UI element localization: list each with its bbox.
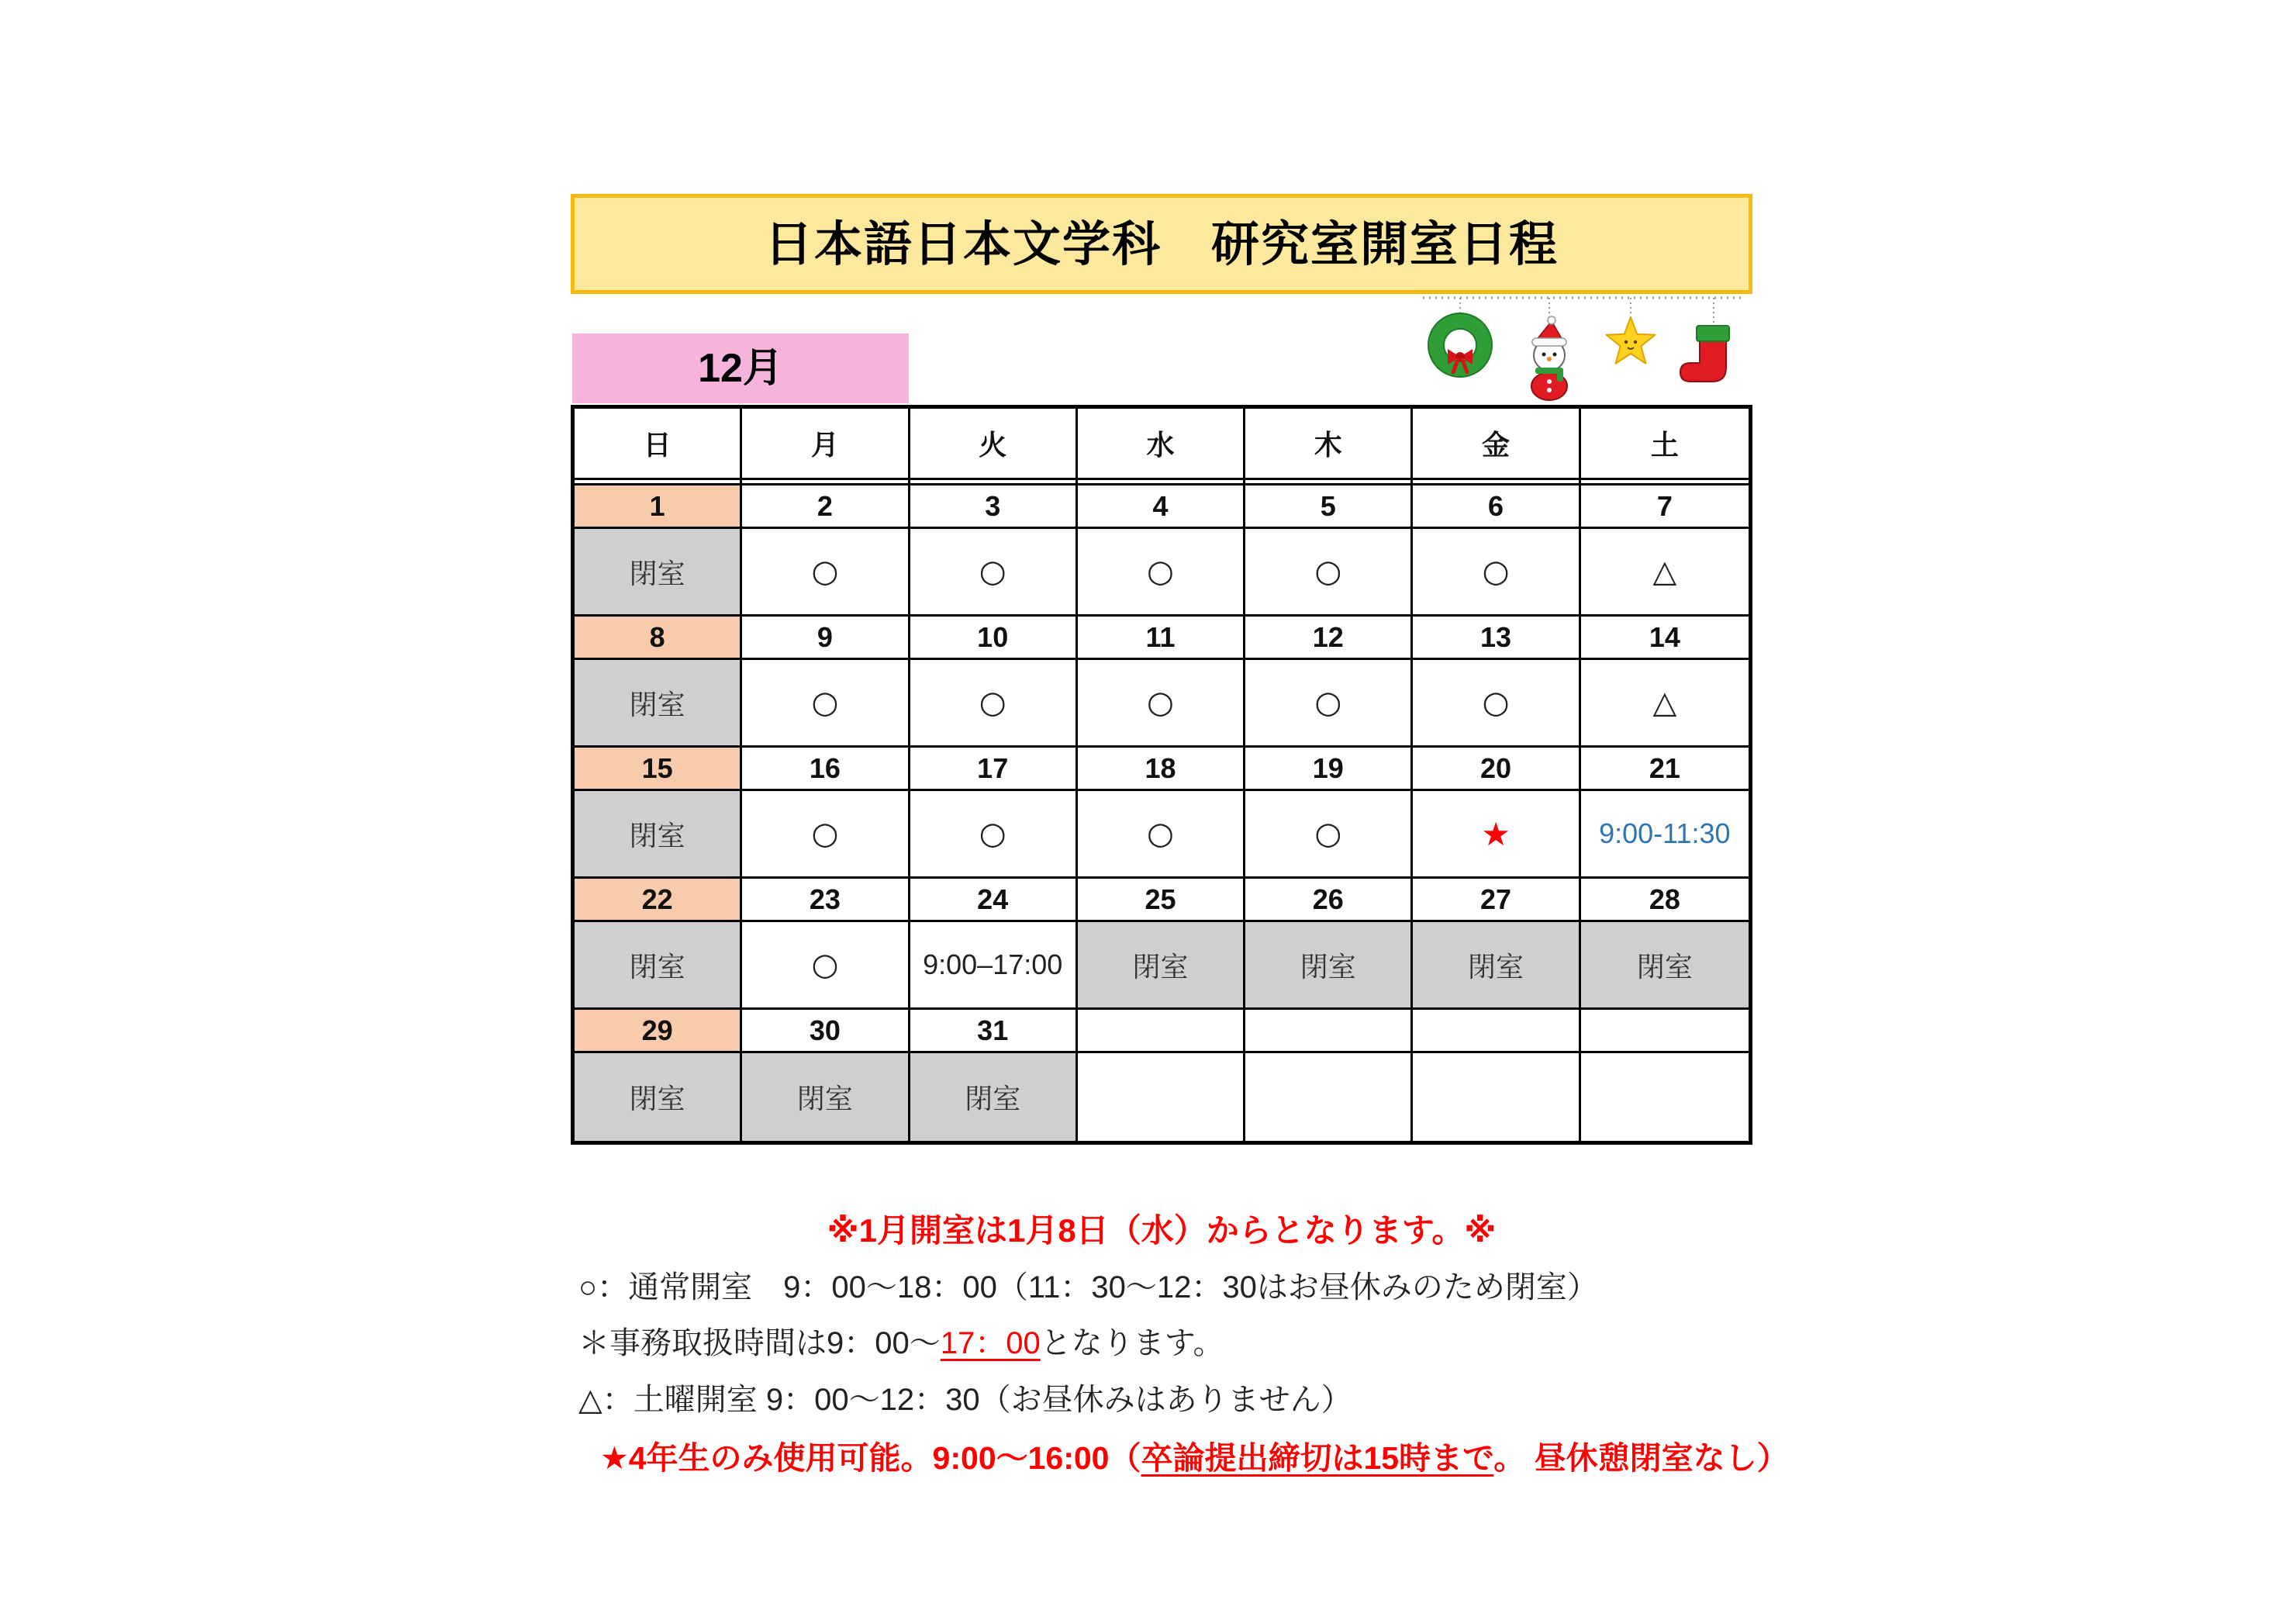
date-cell: 21 <box>1581 748 1749 791</box>
schedule-cell: 9:00–17:00 <box>910 922 1078 1010</box>
weekday-header: 金 <box>1413 409 1580 480</box>
schedule-cell: 閉室 <box>1581 922 1749 1010</box>
schedule-cell: 閉室 <box>1245 922 1413 1010</box>
date-cell-sunday: 15 <box>575 748 742 791</box>
date-cell: 20 <box>1413 748 1580 791</box>
date-cell <box>1581 1010 1749 1053</box>
date-cell: 11 <box>1078 617 1245 660</box>
date-cell-sunday: 8 <box>575 617 742 660</box>
date-cell: 3 <box>910 485 1078 529</box>
date-cell-sunday: 1 <box>575 485 742 529</box>
schedule-cell: 閉室 <box>575 1053 742 1141</box>
schedule-cell: 閉室 <box>1413 922 1580 1010</box>
schedule-cell: ○ <box>910 660 1078 748</box>
date-cell: 2 <box>742 485 910 529</box>
schedule-cell: 閉室 <box>910 1053 1078 1141</box>
schedule-cell: 閉室 <box>575 922 742 1010</box>
date-cell: 31 <box>910 1010 1078 1053</box>
date-cell-sunday: 29 <box>575 1010 742 1053</box>
date-cell: 19 <box>1245 748 1413 791</box>
schedule-cell: ○ <box>910 791 1078 879</box>
header-divider <box>742 480 910 485</box>
schedule-cell: ★ <box>1413 791 1580 879</box>
office-hours-note <box>578 1322 1224 1365</box>
schedule-cell: ○ <box>910 529 1078 617</box>
schedule-cell: ○ <box>742 922 910 1010</box>
date-cell: 30 <box>742 1010 910 1053</box>
schedule-cell <box>1413 1053 1580 1141</box>
header-divider <box>1581 480 1749 485</box>
schedule-cell: ○ <box>742 791 910 879</box>
schedule-cell <box>1581 1053 1749 1141</box>
date-cell: 7 <box>1581 485 1749 529</box>
header-divider <box>1413 480 1580 485</box>
schedule-cell: ○ <box>1245 791 1413 879</box>
header-divider <box>1245 480 1413 485</box>
snowman-icon <box>1531 298 1567 400</box>
schedule-cell: 閉室 <box>575 529 742 617</box>
weekday-header: 日 <box>575 409 742 480</box>
schedule-cell: ○ <box>1413 529 1580 617</box>
month-label: 12月 <box>572 333 909 403</box>
date-cell: 14 <box>1581 617 1749 660</box>
date-cell <box>1245 1010 1413 1053</box>
schedule-cell: 閉室 <box>575 791 742 879</box>
fourth-year-notice <box>600 1436 1789 1480</box>
date-cell: 12 <box>1245 617 1413 660</box>
fourth-year-prefix: ★4年生のみ使用可能。9:00〜16:00（ <box>600 1440 1141 1476</box>
stocking-icon <box>1680 298 1729 382</box>
wreath-icon <box>1428 298 1492 377</box>
office-hours-prefix: ＊事務取扱時間は9：00〜 <box>578 1326 941 1360</box>
date-cell: 18 <box>1078 748 1245 791</box>
page-title: 日本語日本文学科 研究室開室日程 <box>571 194 1752 294</box>
date-cell: 4 <box>1078 485 1245 529</box>
schedule-cell: ○ <box>1078 529 1245 617</box>
schedule-cell: △ <box>1581 529 1749 617</box>
date-cell: 13 <box>1413 617 1580 660</box>
date-cell: 6 <box>1413 485 1580 529</box>
weekday-header: 木 <box>1245 409 1413 480</box>
schedule-cell: ○ <box>1078 660 1245 748</box>
january-opening-notice: ※1月開室は1月8日（水）からとなります。※ <box>827 1212 1497 1249</box>
fourth-year-suffix: 。 昼休憩閉室なし） <box>1493 1440 1789 1476</box>
date-cell-sunday: 22 <box>575 879 742 922</box>
header-divider <box>575 480 742 485</box>
date-cell: 9 <box>742 617 910 660</box>
schedule-cell: ○ <box>1245 660 1413 748</box>
date-cell: 16 <box>742 748 910 791</box>
schedule-cell: ○ <box>1078 791 1245 879</box>
date-cell: 10 <box>910 617 1078 660</box>
christmas-decorations <box>1411 287 1760 403</box>
schedule-cell: 閉室 <box>1078 922 1245 1010</box>
thesis-deadline: 卒論提出締切は15時まで <box>1141 1440 1494 1476</box>
date-cell: 27 <box>1413 879 1580 922</box>
saturday-hours-legend: △：土曜開室 9：00〜12：30（お昼休みはありません） <box>578 1383 1352 1417</box>
schedule-cell: △ <box>1581 660 1749 748</box>
schedule-cell: ○ <box>1413 660 1580 748</box>
header-divider <box>1078 480 1245 485</box>
header-divider <box>910 480 1078 485</box>
schedule-cell <box>1245 1053 1413 1141</box>
normal-hours-legend: ○：通常開室 9：00〜18：00（11：30〜12：30はお昼休みのため閉室） <box>578 1270 1598 1304</box>
date-cell <box>1413 1010 1580 1053</box>
schedule-cell <box>1078 1053 1245 1141</box>
date-cell: 24 <box>910 879 1078 922</box>
date-cell: 26 <box>1245 879 1413 922</box>
schedule-cell: 閉室 <box>742 1053 910 1141</box>
weekday-header: 水 <box>1078 409 1245 480</box>
schedule-cell: 閉室 <box>575 660 742 748</box>
date-cell: 28 <box>1581 879 1749 922</box>
weekday-header: 土 <box>1581 409 1749 480</box>
weekday-header: 月 <box>742 409 910 480</box>
date-cell: 25 <box>1078 879 1245 922</box>
star-icon <box>1607 298 1656 364</box>
schedule-cell: ○ <box>742 529 910 617</box>
schedule-cell: ○ <box>1245 529 1413 617</box>
weekday-header: 火 <box>910 409 1078 480</box>
date-cell: 23 <box>742 879 910 922</box>
date-cell: 5 <box>1245 485 1413 529</box>
date-cell: 17 <box>910 748 1078 791</box>
schedule-cell: 9:00-11:30 <box>1581 791 1749 879</box>
date-cell <box>1078 1010 1245 1053</box>
calendar-table <box>571 405 1752 1145</box>
office-hours-suffix: となります。 <box>1040 1326 1224 1360</box>
office-hours-end-time: 17：00 <box>940 1326 1041 1360</box>
schedule-cell: ○ <box>742 660 910 748</box>
